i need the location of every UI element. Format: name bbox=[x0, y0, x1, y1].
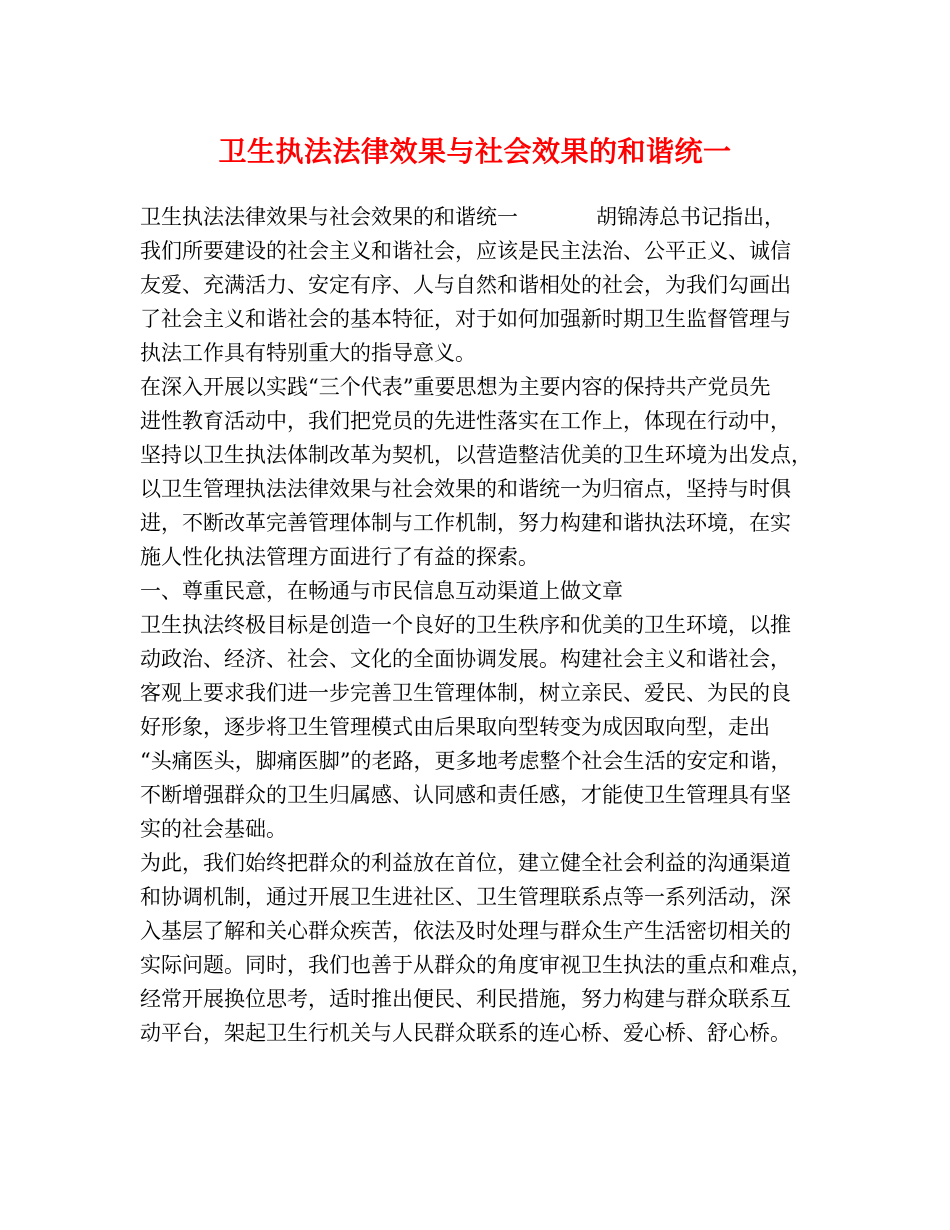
section-heading: 一、尊重民意，在畅通与市民信息互动渠道上做文章 bbox=[140, 579, 623, 603]
text-line: 坚持以卫生执法体制改革为契机，以营造整洁优美的卫生环境为出发点， bbox=[140, 443, 812, 467]
text-line: 入基层了解和关心群众疾苦，依法及时处理与群众生产生活密切相关的 bbox=[140, 919, 791, 943]
text-line: 施人性化执法管理方面进行了有益的探索。 bbox=[140, 545, 539, 569]
text-line: 和协调机制，通过开展卫生进社区、卫生管理联系点等一系列活动，深 bbox=[140, 885, 791, 909]
text-line: 卫生执法终极目标是创造一个良好的卫生秩序和优美的卫生环境，以推 bbox=[140, 613, 791, 637]
text-line: 执法工作具有特别重大的指导意义。 bbox=[140, 341, 476, 365]
text-line: 以卫生管理执法法律效果与社会效果的和谐统一为归宿点，坚持与时俱 bbox=[140, 477, 791, 501]
text-line: 实的社会基础。 bbox=[140, 817, 287, 841]
text-line: 我们所要建设的社会主义和谐社会，应该是民主法治、公平正义、诚信 bbox=[140, 239, 791, 263]
intro-rest: 胡锦涛总书记指出， bbox=[596, 205, 785, 229]
text-line: 实际问题。同时，我们也善于从群众的角度审视卫生执法的重点和难点， bbox=[140, 953, 812, 977]
text-line: 进性教育活动中，我们把党员的先进性落实在工作上，体现在行动中， bbox=[140, 409, 791, 433]
text-line: 经常开展换位思考，适时推出便民、利民措施，努力构建与群众联系互 bbox=[140, 987, 791, 1011]
text-line: 进，不断改革完善管理体制与工作机制，努力构建和谐执法环境，在实 bbox=[140, 511, 791, 535]
document-title: 卫生执法法律效果与社会效果的和谐统一 bbox=[218, 135, 732, 168]
intro-lead: 卫生执法法律效果与社会效果的和谐统一 bbox=[140, 205, 518, 229]
text-line: 为此，我们始终把群众的利益放在首位，建立健全社会利益的沟通渠道 bbox=[140, 851, 791, 875]
text-line: 好形象，逐步将卫生管理模式由后果取向型转变为成因取向型，走出 bbox=[140, 715, 770, 739]
intro-line bbox=[140, 200, 840, 234]
text-line: 不断增强群众的卫生归属感、认同感和责任感，才能使卫生管理具有坚 bbox=[140, 783, 791, 807]
text-line: 动政治、经济、社会、文化的全面协调发展。构建社会主义和谐社会， bbox=[140, 647, 791, 671]
text-line: 友爱、充满活力、安定有序、人与自然和谐相处的社会，为我们勾画出 bbox=[140, 273, 791, 297]
text-line: 在深入开展以实践“三个代表”重要思想为主要内容的保持共产党员先 bbox=[140, 375, 771, 399]
text-line: “头痛医头，脚痛医脚”的老路，更多地考虑整个社会生活的安定和谐， bbox=[140, 749, 792, 773]
document-body bbox=[140, 200, 840, 1050]
text-line: 客观上要求我们进一步完善卫生管理体制，树立亲民、爱民、为民的良 bbox=[140, 681, 791, 705]
text-line: 动平台，架起卫生行机关与人民群众联系的连心桥、爱心桥、舒心桥。 bbox=[140, 1021, 791, 1045]
text-line: 了社会主义和谐社会的基本特征，对于如何加强新时期卫生监督管理与 bbox=[140, 307, 791, 331]
